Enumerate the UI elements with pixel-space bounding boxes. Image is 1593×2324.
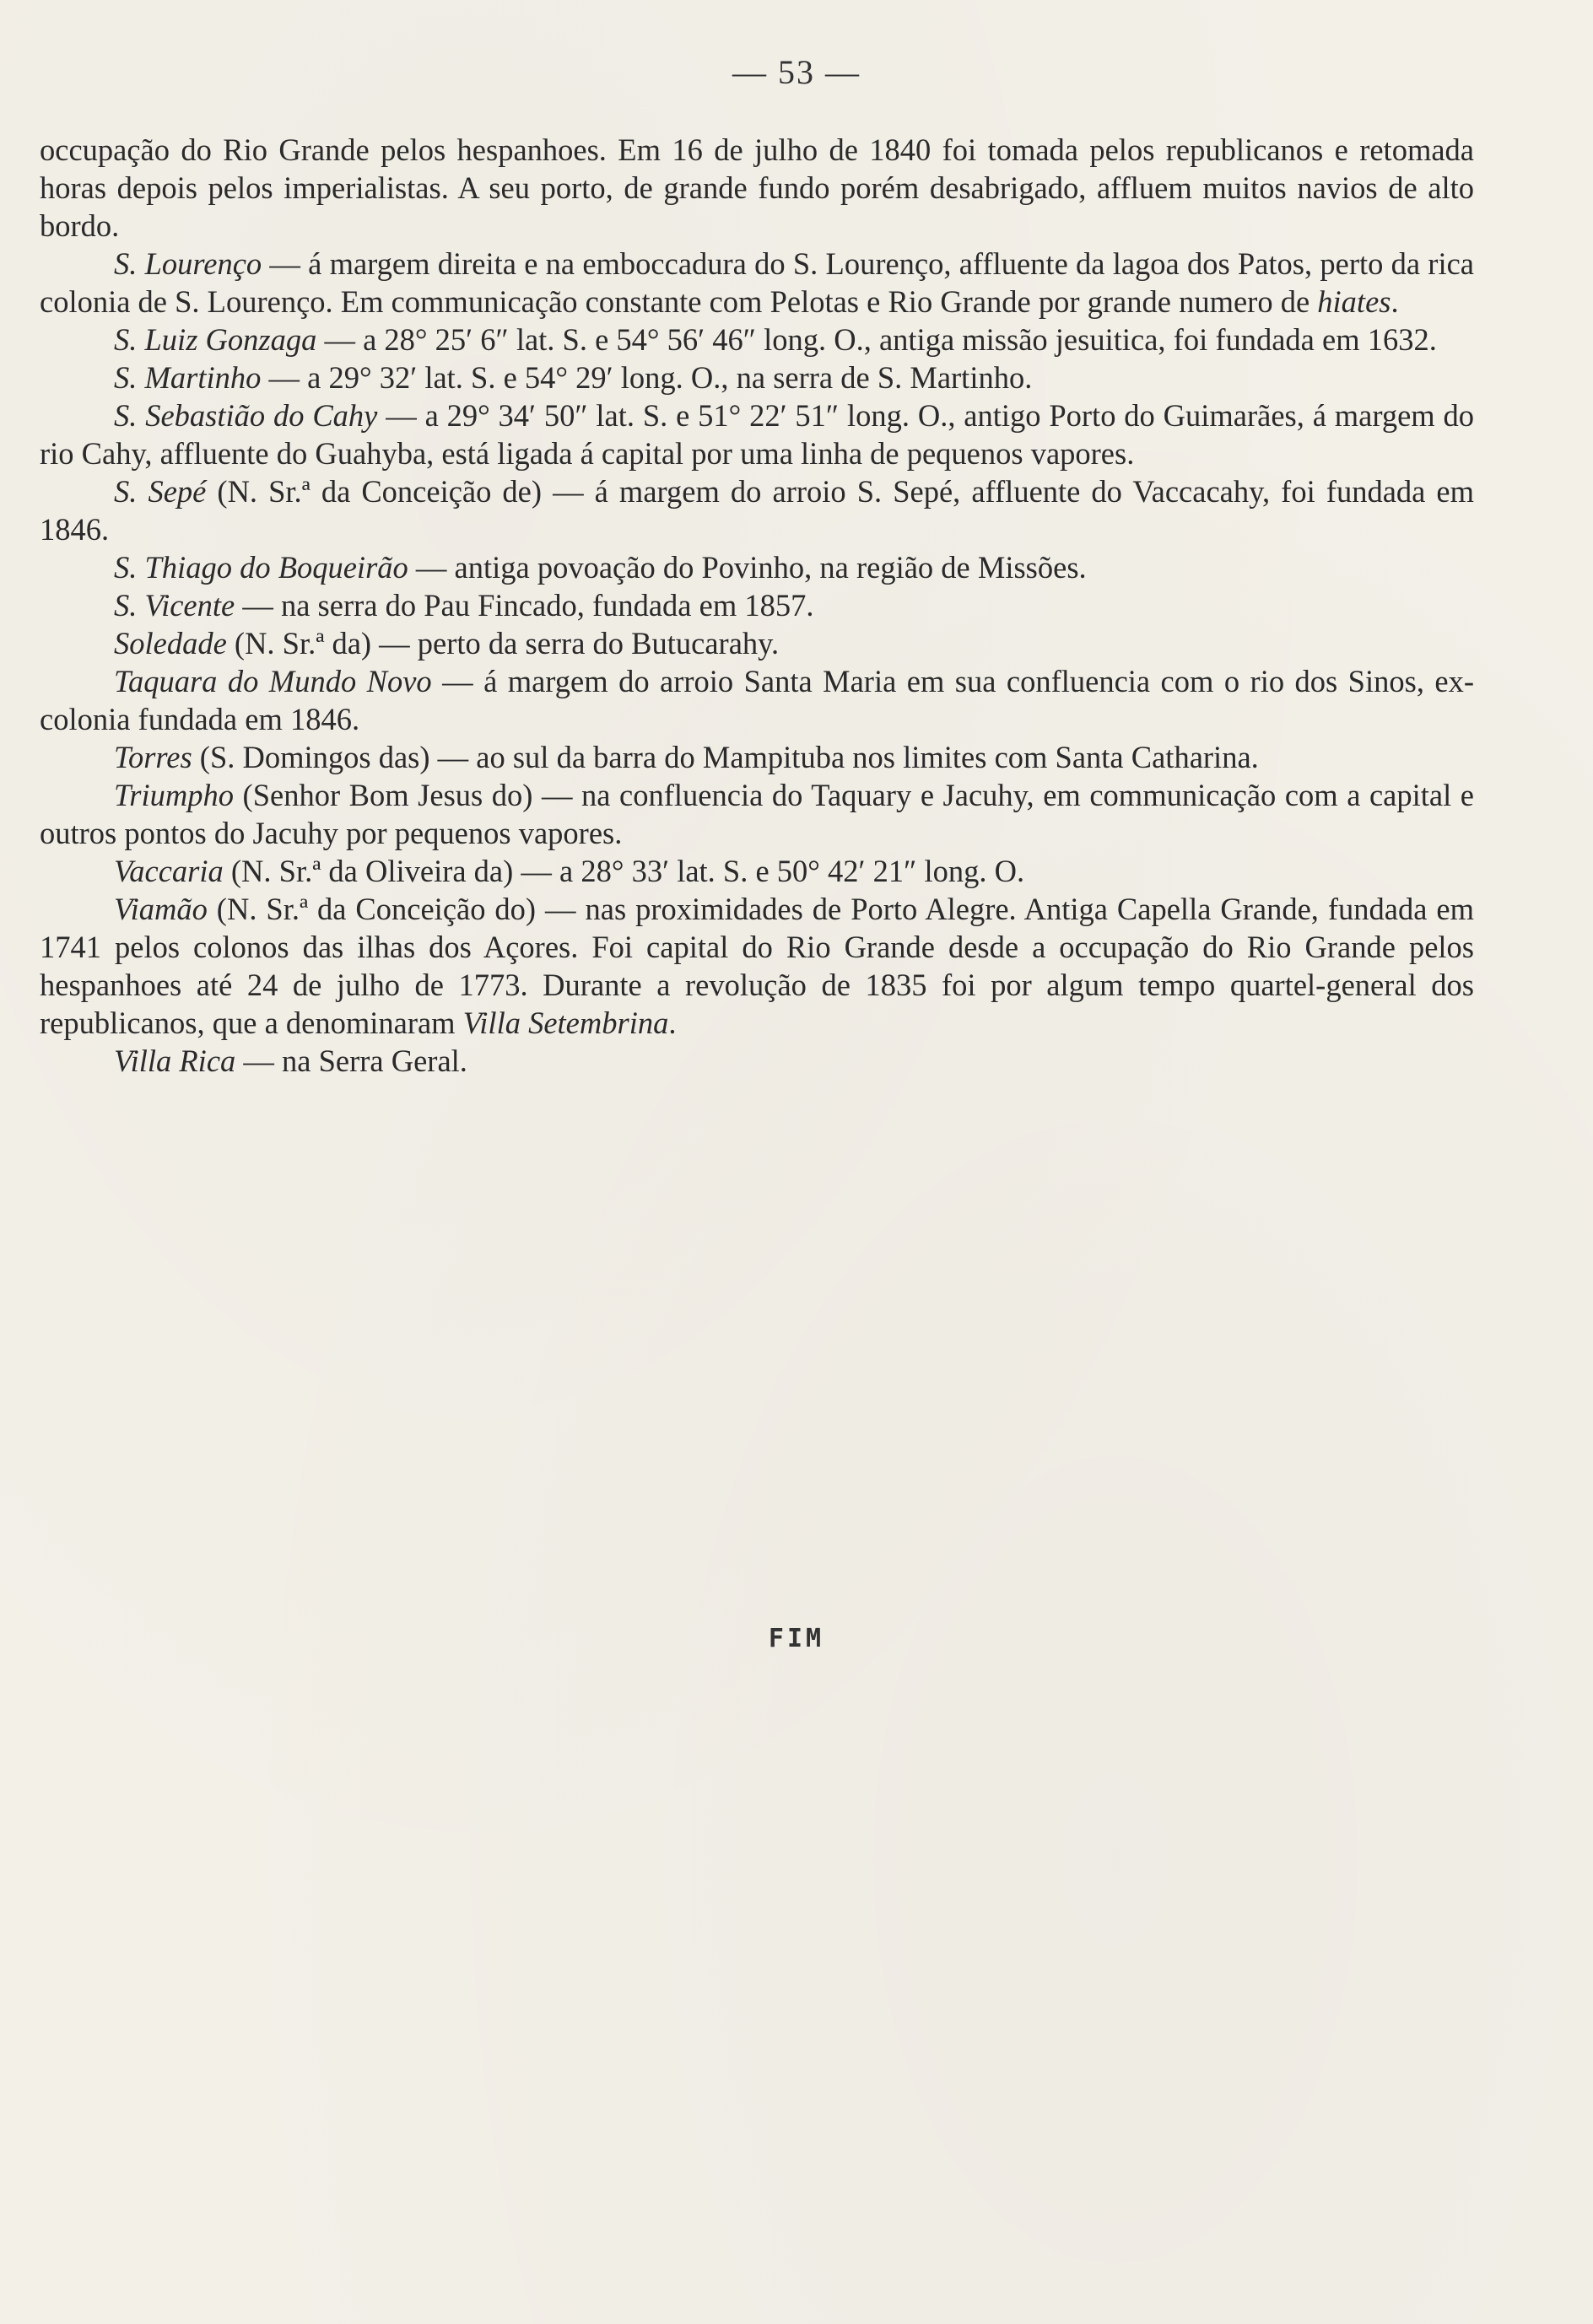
entry-text: — a 29° 34′ 50″ lat. S. e 51° 22′ 51″ long. O., antigo Porto do Guimarães, á margem do rio Cahy, affluente do Guahyba, está ligada á capital por uma linha de pequenos vapores. [40, 398, 1475, 471]
entry-villa-rica [40, 1042, 1474, 1080]
entry-text: — á margem direita e na emboccadura do S. Lourenço, affluente da lagoa dos Patos, perto da rica colonia de S. Lourenço. Em communicação constante com Pelotas e Rio Grande por grande numero de [40, 246, 1474, 319]
entry-text: — na Serra Geral. [235, 1043, 467, 1078]
entry-title: S. Sepé [114, 474, 207, 509]
entry-title: Taquara do Mundo Novo [114, 664, 432, 698]
entry-text: (S. Domingos das) — ao sul da barra do Mampituba nos limites com Santa Catharina. [192, 740, 1259, 774]
entry-title: S. Sebastião do Cahy [114, 398, 378, 433]
end-mark: FIM [768, 1624, 825, 1653]
text-body [40, 131, 1474, 1080]
entry-s-lourenco [40, 245, 1474, 321]
entry-italic-word: hiates [1317, 284, 1391, 319]
entry-title: Triumpho [114, 778, 234, 812]
entry-s-sepe [40, 472, 1474, 548]
entry-title: Soledade [114, 626, 227, 661]
entry-soledade [40, 624, 1474, 662]
entry-s-vicente [40, 586, 1474, 624]
entry-text: (N. Sr.ª da) — perto da serra do Butucarahy. [226, 626, 780, 661]
entry-s-sebastiao-do-cahy [40, 396, 1474, 472]
entry-title: S. Vicente [114, 588, 235, 623]
entry-text: (N. Sr.ª da Conceição do) — nas proximidades de Porto Alegre. Antiga Capella Grande, fundada em 1741 pelos colonos das ilhas dos Açores. Foi capital do Rio Grande desde a occupação do Rio Grande pelos hespanhoes até 24 de julho de 1773. Durante a revolução de 1835 foi por algum tempo quartel-general dos republicanos, que a denominaram [40, 892, 1474, 1040]
entry-text: . [668, 1006, 677, 1040]
entry-title: Villa Rica [114, 1043, 236, 1078]
entry-text: . [1390, 284, 1399, 319]
entry-title: S. Martinho [114, 360, 262, 395]
entry-text: — antiga povoação do Povinho, na região de Missões. [408, 550, 1087, 585]
entry-viamao [40, 890, 1474, 1042]
entry-rio-grande-continuation [40, 131, 1474, 245]
entry-s-thiago-do-boqueirao [40, 548, 1474, 586]
entry-torres [40, 738, 1474, 776]
entry-text: occupação do Rio Grande pelos hespanhoes. Em 16 de julho de 1840 foi tomada pelos republicanos e retomada horas depois pelos imperialistas. A seu porto, de grande fundo porém desabrigado, affluem muitos navios de alto bordo. [40, 132, 1474, 243]
entry-text: — a 29° 32′ lat. S. e 54° 29′ long. O., na serra de S. Martinho. [261, 360, 1033, 395]
page-number: — 53 — [732, 53, 861, 91]
entry-text: — á margem do arroio Santa Maria em sua confluencia com o rio dos Sinos, ex-colonia fundada em 1846. [40, 664, 1474, 736]
entry-title: Vaccaria [114, 854, 224, 888]
entry-taquara-do-mundo-novo [40, 662, 1474, 738]
entry-text: (N. Sr.ª da Conceição de) — á margem do arroio S. Sepé, affluente do Vaccacahy, foi fundada em 1846. [40, 474, 1474, 547]
entry-s-martinho [40, 359, 1474, 396]
entry-vaccaria [40, 852, 1474, 890]
entry-title: Viamão [114, 892, 208, 926]
entry-title: S. Thiago do Boqueirão [114, 550, 408, 585]
entry-text: (Senhor Bom Jesus do) — na confluencia do Taquary e Jacuhy, em communicação com a capital e outros pontos do Jacuhy por pequenos vapores. [40, 778, 1474, 850]
entry-text: (N. Sr.ª da Oliveira da) — a 28° 33′ lat. S. e 50° 42′ 21″ long. O. [223, 854, 1025, 888]
entry-italic-word: Villa Setembrina [462, 1006, 669, 1040]
entry-title: S. Lourenço [114, 246, 262, 281]
entry-title: S. Luiz Gonzaga [114, 322, 317, 357]
entry-text: — na serra do Pau Fincado, fundada em 1857. [235, 588, 814, 623]
entry-triumpho [40, 776, 1474, 852]
entry-text: — a 28° 25′ 6″ lat. S. e 54° 56′ 46″ long. O., antiga missão jesuitica, foi fundada em 1632. [316, 322, 1437, 357]
entry-title: Torres [114, 740, 192, 774]
entry-s-luiz-gonzaga [40, 321, 1474, 359]
